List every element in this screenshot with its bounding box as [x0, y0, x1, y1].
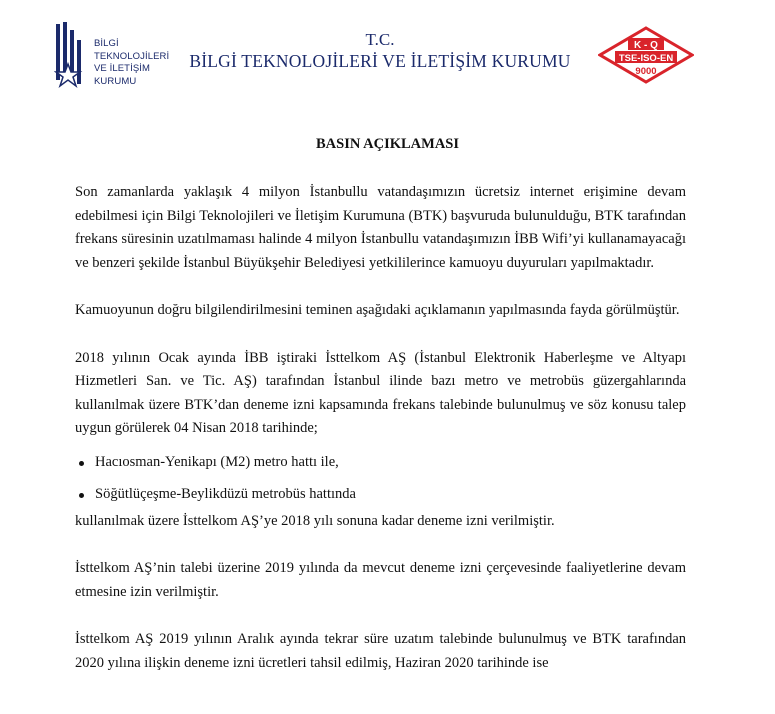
paragraph-2: Kamuoyunun doğru bilgilendirilmesini teminen aşağıdaki açıklamanın yapılmasında fayda görülmüştür. — [75, 302, 680, 318]
document-body — [75, 181, 686, 699]
list-item: Hacıosman-Yenikapı (M2) metro hattı ile, — [75, 451, 686, 475]
paragraph-5: İsttelkom AŞ 2019 yılının Aralık ayında tekrar süre uzatım talebinde bulunulmuş ve BTK tarafından 2020 yılına ilişkin deneme izni ücretleri tahsil edilmiş, Haziran 2020 tarihinde ise — [75, 631, 686, 671]
letterhead — [170, 30, 590, 72]
document-title: BASIN AÇIKLAMASI — [315, 136, 460, 152]
logo-wordmark: BİLGİ TEKNOLOJİLERİ VE İLETİŞİM KURUMU — [94, 38, 170, 87]
tse-iso-badge — [598, 26, 694, 84]
paragraph-4: İsttelkom AŞ’nin talebi üzerine 2019 yılında da mevcut deneme izni çerçevesinde faaliyetlerine devam etmesine izin verilmiştir. — [75, 560, 686, 600]
paragraph-3: 2018 yılının Ocak ayında İBB iştiraki İsttelkom AŞ (İstanbul Elektronik Haberleşme ve Altyapı Hizmetleri San. ve Tic. AŞ) tarafından İstanbul ilinde bazı metro ve metrobüs güzergahlarında kullanılmak üzere BTK’dan deneme izni kapsamında frekans talebinde bulunulmuş ve söz konusu talep uygun görülerek 04 Nisan 2018 tarihinde; — [75, 349, 686, 436]
btk-emblem-icon — [54, 20, 90, 90]
tc-label: T.C. — [365, 30, 395, 49]
badge-bottom-text: 9000 — [635, 66, 657, 77]
list-item: Söğütlüçeşme-Beylikdüzü metrobüs hattında — [75, 483, 686, 507]
paragraph-1: Son zamanlarda yaklaşık 4 milyon İstanbullu vatandaşımızın ücretsiz internet erişimine devam edebilmesi için Bilgi Teknolojileri ve İletişim Kurumuna (BTK) başvuruda bulunulduğu, BTK tarafından frekans süresinin uzatılmaması halinde 4 milyon İstanbullu vatandaşımızın İBB Wifi’yi kullanamayacağı ve benzeri şekilde İstanbul Büyükşehir Belediyesi yetkililerince kamuoyu duyuruları yapılmaktadır. — [75, 184, 686, 271]
badge-middle-text: TSE-ISO-EN — [618, 53, 674, 64]
institution-name: BİLGİ TEKNOLOJİLERİ VE İLETİŞİM KURUMU — [189, 51, 571, 71]
route-list — [75, 451, 686, 507]
paragraph-3-tail: kullanılmak üzere İsttelkom AŞ’ye 2018 yılı sonuna kadar deneme izni verilmiştir. — [75, 512, 555, 529]
badge-top-text: K - Q — [634, 40, 658, 51]
